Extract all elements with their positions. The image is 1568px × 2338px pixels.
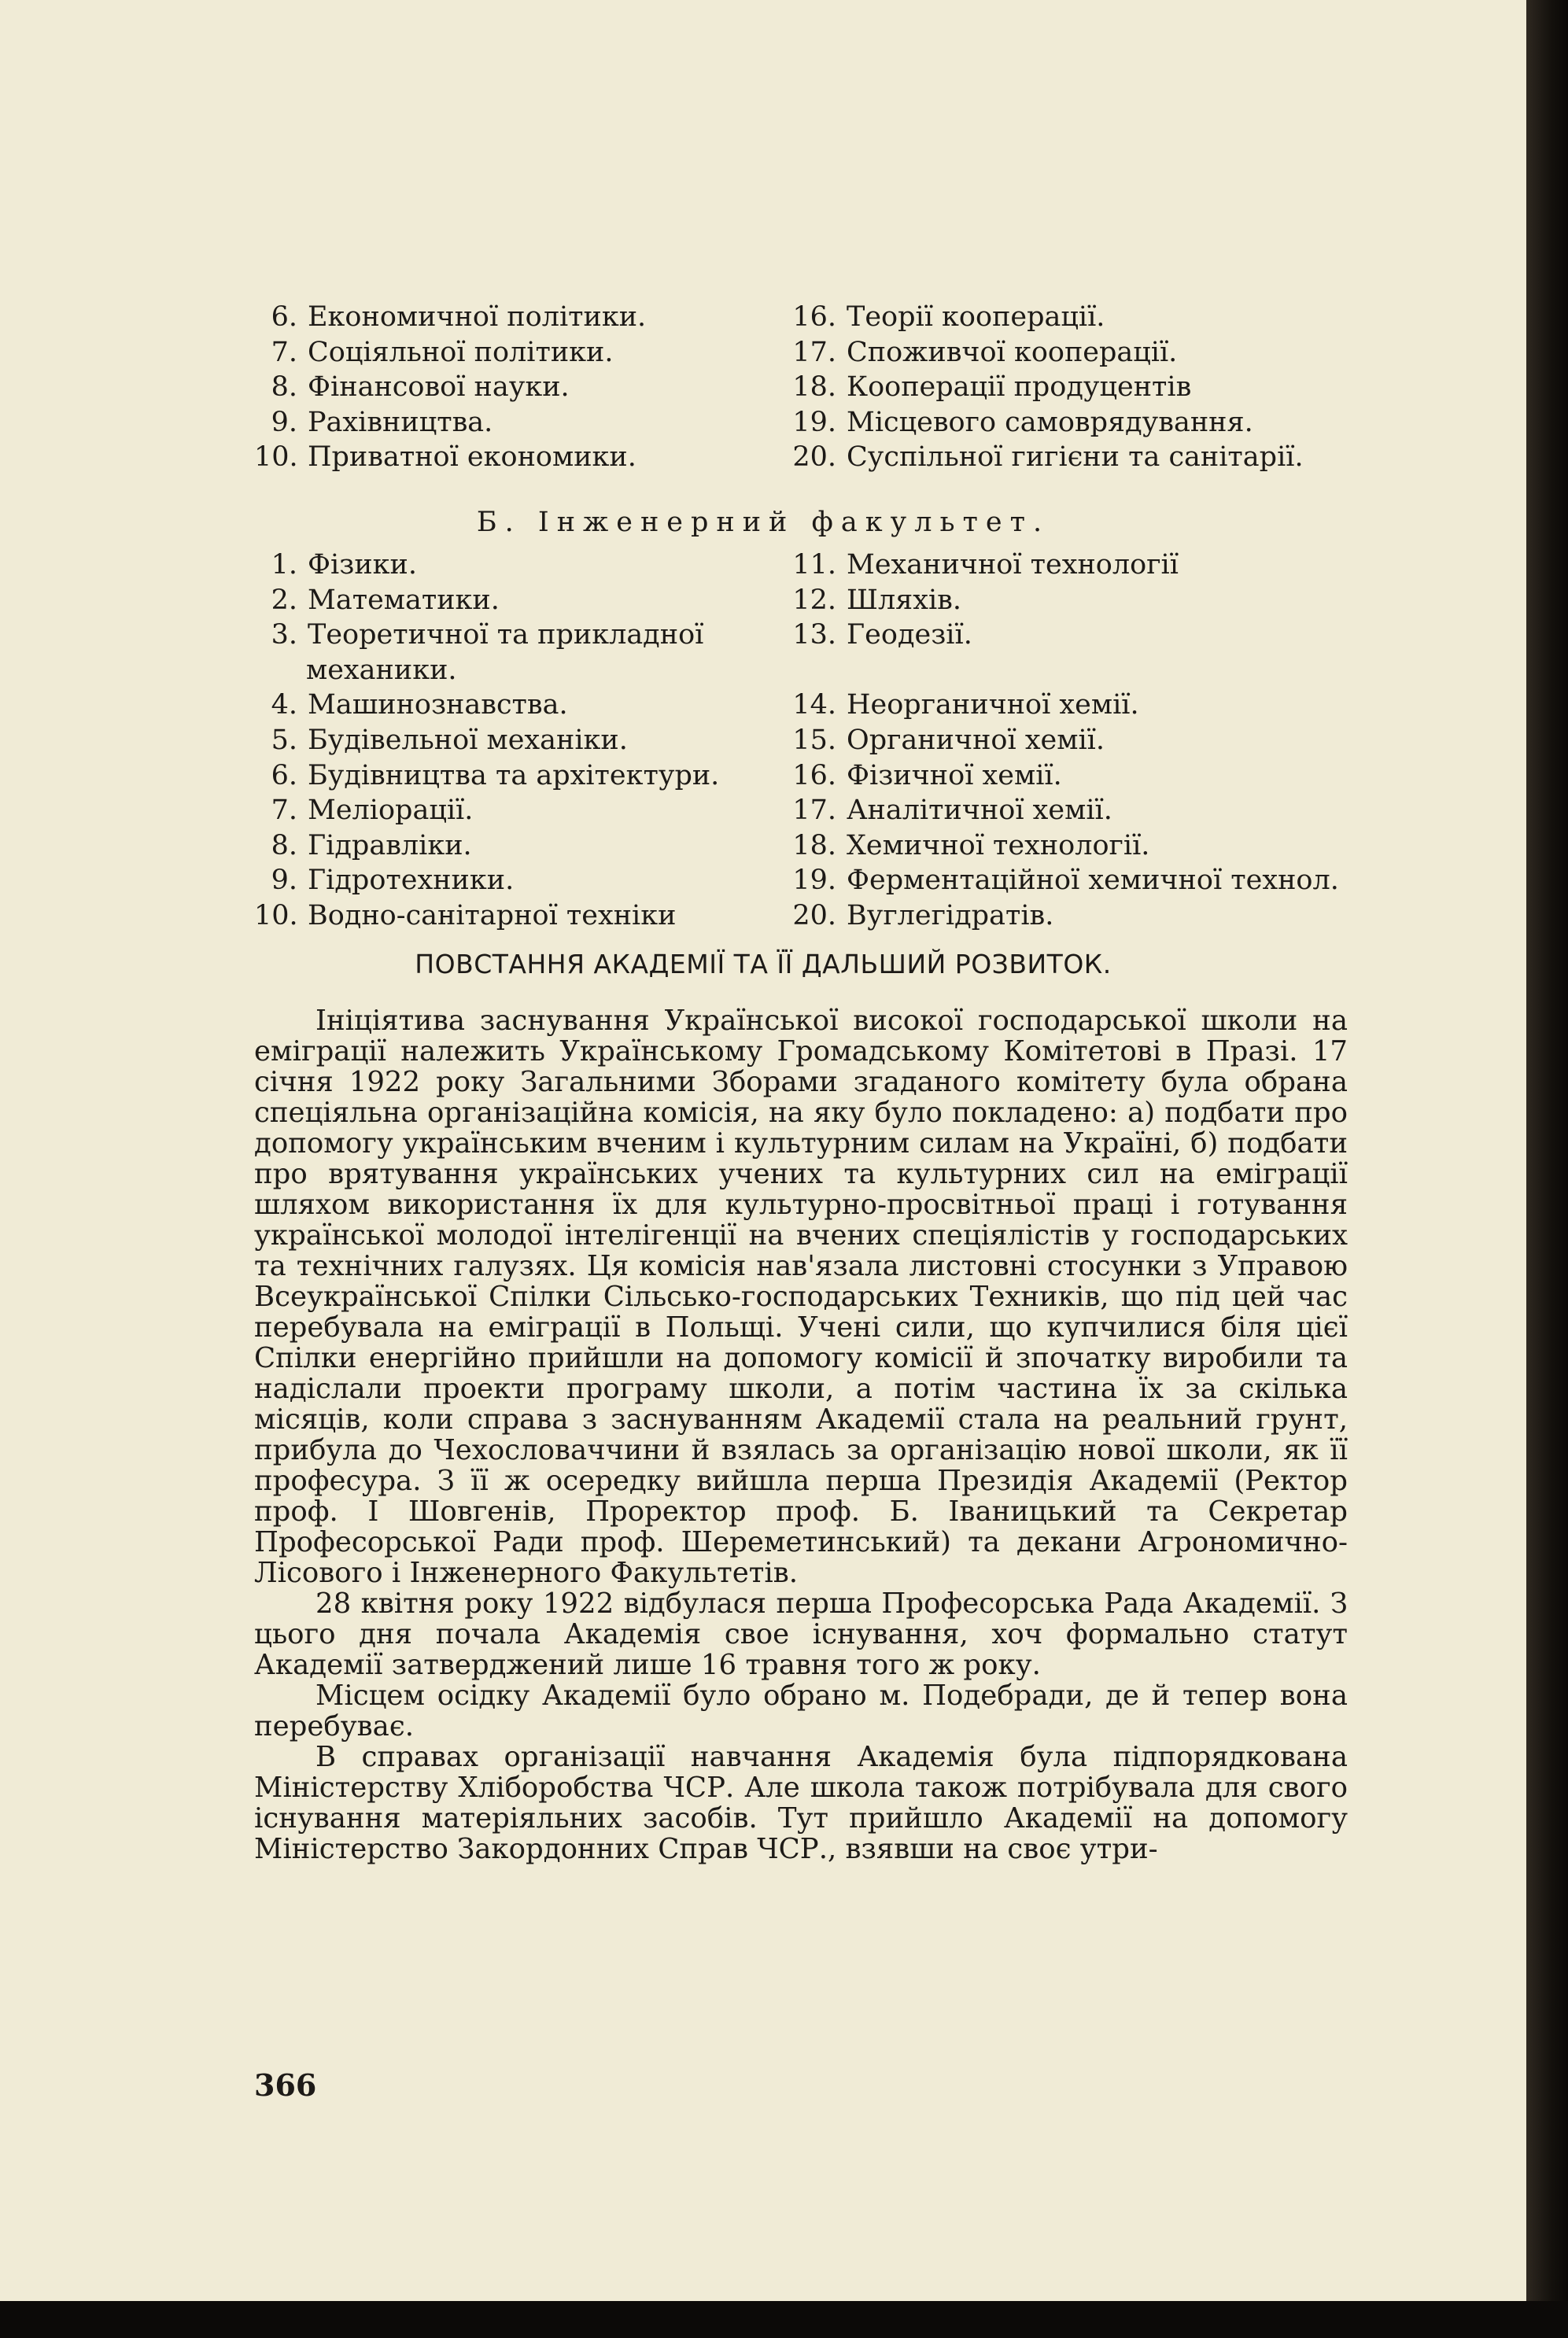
list-item-text: Гідравліки.: [308, 829, 472, 861]
list-item-number: 11.: [792, 549, 836, 581]
list-eng-right: [789, 548, 1339, 934]
list-item: [789, 548, 1339, 583]
list-item: [254, 405, 646, 441]
list-item-number: 18.: [792, 829, 836, 861]
list-item: [254, 863, 719, 898]
list-item-text: Меліорації.: [308, 795, 474, 827]
list-item-text: Кооперації продуцентів: [847, 371, 1192, 404]
list-item-number: 4.: [271, 689, 297, 721]
list-item: [789, 863, 1339, 898]
list-item-number: 17.: [792, 795, 836, 827]
list-item-number: 1.: [271, 549, 297, 581]
list-item: [254, 440, 646, 475]
book-spine-edge: [1526, 0, 1568, 2338]
list-item-text: Механичної технології: [847, 549, 1179, 581]
list-item-number: 19.: [792, 865, 836, 897]
list-item: [789, 618, 1339, 653]
list-item-number: 16.: [792, 759, 836, 791]
list-item-text: Геодезії.: [847, 619, 972, 651]
list-item-number: 20.: [792, 899, 836, 931]
list-item: [254, 828, 719, 864]
list-item-number: 16.: [792, 301, 836, 333]
body-text: [254, 1005, 1348, 1864]
list-item-text: Споживчої кооперації.: [847, 336, 1178, 368]
list-item-text: Суспільної гигієни та санітарії.: [847, 441, 1304, 474]
list-item-text: Гідротехники.: [308, 865, 515, 897]
list-item-number: 7.: [271, 795, 297, 827]
list-item: [254, 618, 719, 653]
list-item-text: Соціяльної політики.: [308, 336, 614, 368]
list-item: [789, 758, 1339, 794]
list-item-text: Ферментаційної хемичної технол.: [847, 865, 1339, 897]
section-heading: ПОВСТАННЯ АКАДЕМІЇ ТА ЇЇ ДАЛЬШИЙ РОЗВИТОК.: [415, 949, 1112, 979]
list-item-number: 20.: [792, 441, 836, 474]
list-item-number: 17.: [792, 336, 836, 368]
list-top-right: [789, 300, 1304, 475]
list-item: [254, 548, 719, 583]
list-item-text: Фізичної хемії.: [847, 759, 1062, 791]
list-item-text: Будівництва та архітектури.: [308, 759, 720, 791]
list-item: [254, 723, 719, 758]
list-eng-left: [254, 548, 719, 934]
list-item-text: Теорії кооперації.: [847, 301, 1105, 333]
list-item: [254, 898, 719, 934]
list-item: [254, 758, 719, 794]
list-item: [789, 405, 1304, 441]
list-item: [254, 583, 719, 618]
list-item: [254, 300, 646, 335]
list-top-left: [254, 300, 646, 475]
paragraph: 28 квітня року 1922 відбулася перша Професорська Рада Академії. З цього дня почала Академія свое існування, хоч формально статут Академії затверджений лише 16 травня того ж року.: [254, 1588, 1348, 1681]
list-item-text: Приватної економики.: [308, 441, 636, 474]
list-item: [254, 793, 719, 828]
list-item-number: 9.: [271, 406, 297, 438]
list-item: [789, 828, 1339, 864]
list-item-text: Теоретичної та прикладної: [308, 619, 704, 651]
list-item-text: Хемичної технології.: [847, 829, 1150, 861]
list-item-number: 8.: [271, 829, 297, 861]
list-item-number: 5.: [271, 724, 297, 756]
list-item-number: 10.: [254, 441, 298, 474]
list-item: [789, 583, 1339, 618]
list-item-text: Вуглегідратів.: [847, 899, 1054, 931]
page-number: 366: [254, 2067, 317, 2103]
list-item-number: 19.: [792, 406, 836, 438]
list-item-number: 9.: [271, 865, 297, 897]
list-item-number: 10.: [254, 899, 298, 931]
list-item-continuation: механики.: [306, 654, 457, 686]
list-item: [789, 898, 1339, 934]
list-item-text: Водно-санітарної техніки: [308, 899, 677, 931]
list-item: [789, 335, 1304, 371]
list-item-number: 15.: [792, 724, 836, 756]
list-item-number: 7.: [271, 336, 297, 368]
list-item-text: Фізики.: [308, 549, 417, 581]
list-item-text: Неорганичної хемії.: [847, 689, 1139, 721]
list-item-text: Місцевого самоврядування.: [847, 406, 1253, 438]
scan-bottom-edge: [0, 2301, 1568, 2338]
list-item-text: Фінансової науки.: [308, 371, 570, 404]
list-item: [789, 723, 1339, 758]
list-item-number: 6.: [271, 759, 297, 791]
list-item: [789, 370, 1304, 405]
list-item-text: Математики.: [308, 584, 500, 616]
list-item-text: Шляхів.: [847, 584, 962, 616]
list-item: [789, 653, 1339, 688]
list-item-number: 14.: [792, 689, 836, 721]
list-item: [789, 440, 1304, 475]
list-item-number: 6.: [271, 301, 297, 333]
list-item-text: Рахівництва.: [308, 406, 493, 438]
list-item-text: Аналітичної хемії.: [847, 795, 1112, 827]
list-item-number: 12.: [792, 584, 836, 616]
list-item: [254, 370, 646, 405]
list-item-number: 18.: [792, 371, 836, 404]
list-item-number: 3.: [271, 619, 297, 651]
list-item-text: Будівельної механіки.: [308, 724, 628, 756]
paragraph: Місцем осідку Академії було обрано м. Подебради, де й тепер вона перебуває.: [254, 1680, 1348, 1742]
list-item: [254, 335, 646, 371]
list-item-number: 13.: [792, 619, 836, 651]
list-item-text: Машинознавства.: [308, 689, 568, 721]
list-item-text: Органичної хемії.: [847, 724, 1105, 756]
list-item: [789, 688, 1339, 723]
list-item-number: 2.: [271, 584, 297, 616]
list-item-number: 8.: [271, 371, 297, 404]
faculty-heading: Б. Інженерний факультет.: [476, 507, 1050, 538]
paragraph: Ініціятива заснування Української високої господарської школи на еміграції належить Українському Громадському Комітетові в Празі. 17 січня 1922 року Загальними Зборами згаданого комітету була обрана спеціяльна організаційна комісія, на яку було покладено: а) подбати про допомогу українським вченим і культурним силам на Україні, б) подбати про врятування українських учених та культурних сил на еміграції шляхом використання їх для культурно-просвітньої праці і готування української молодої інтелігенції на вчених спеціялістів у господарських та технічних галузях. Ця комісія нав'язала листовні стосунки з Управою Всеукраїнської Спілки Сільсько-господарських Техників, що під цей час перебувала на еміграції в Польщі. Учені сили, що купчилися біля цієї Спілки енергійно прийшли на допомогу комісії й зпочатку виробили та надіслали проекти програму школи, а потім частина їх за скілька місяців, коли справа з заснуванням Академії стала на реальний грунт, прибула до Чехословаччини й взялась за організацію нової школи, як її професура. З її ж осередку вийшла перша Президія Академії (Ректор проф. І Шовгенів, Проректор проф. Б. Іваницький та Секретар Професорської Ради проф. Шереметинський) та декани Агрономично-Лісового і Інженерного Факультетів.: [254, 1005, 1348, 1589]
paragraph: В справах організації навчання Академія була підпорядкована Міністерству Хліборобства ЧСР. Але школа також потрібувала для свого існування матеріяльних засобів. Тут прийшло Академії на допомогу Міністерство Закордонних Справ ЧСР., взявши на своє утри-: [254, 1741, 1348, 1865]
list-item: [789, 300, 1304, 335]
list-item: [789, 793, 1339, 828]
list-item: [254, 688, 719, 723]
list-item-text: Економичної політики.: [308, 301, 647, 333]
